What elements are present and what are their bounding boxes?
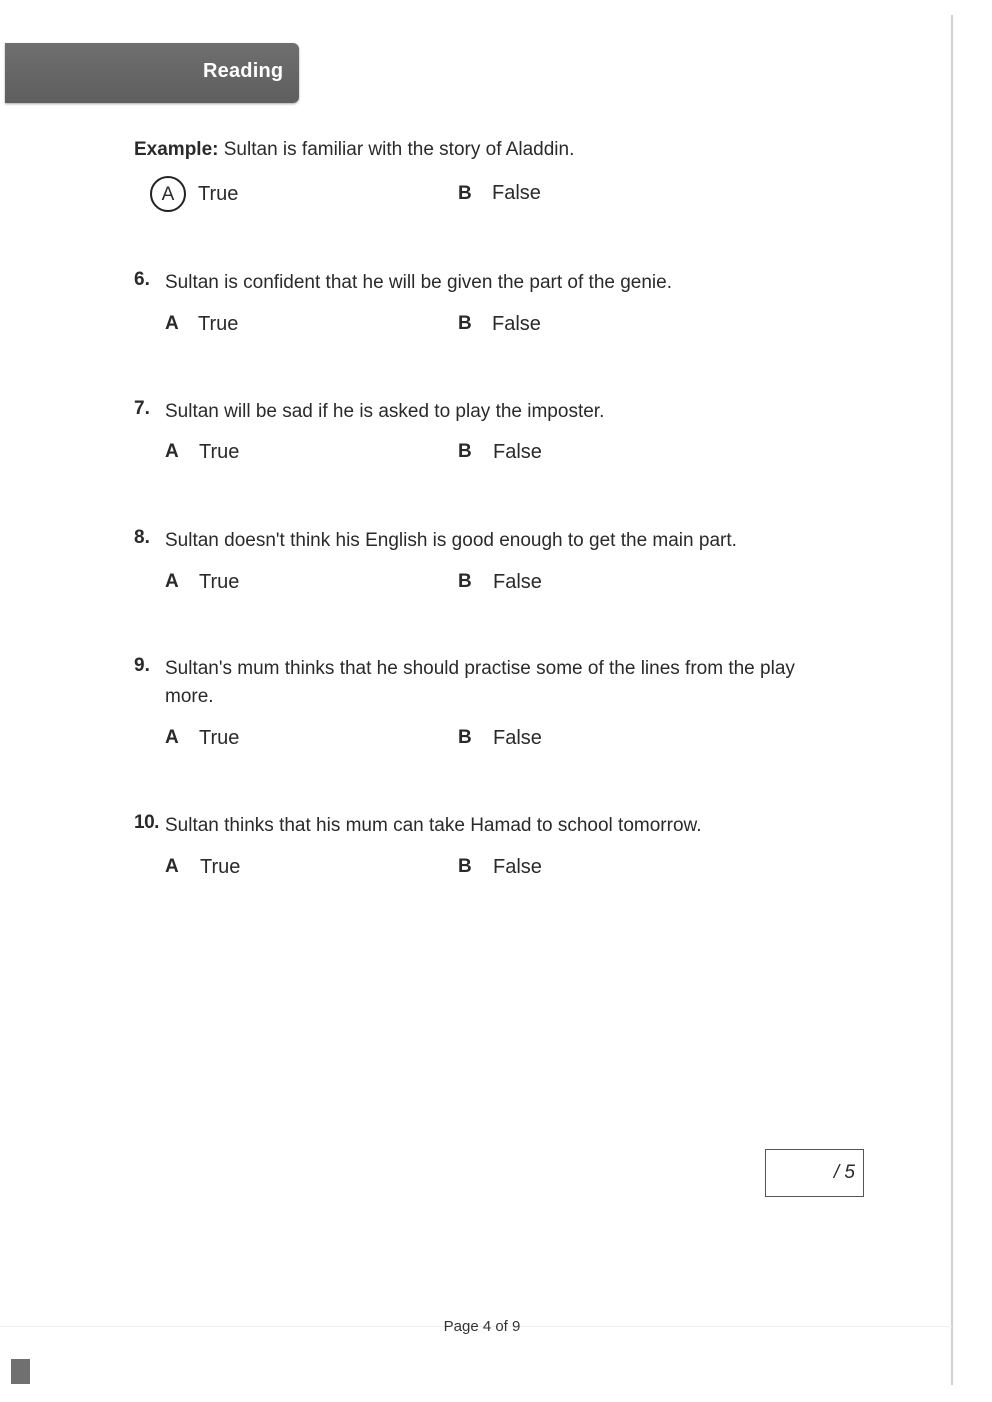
question-number: 6. [134, 269, 150, 290]
option-b-letter[interactable]: B [458, 856, 472, 877]
question-9-options [0, 727, 992, 767]
question-number: 7. [134, 398, 150, 419]
option-b-text[interactable]: False [493, 727, 542, 749]
question-number: 8. [134, 527, 150, 548]
option-b-text[interactable]: False [493, 441, 542, 463]
option-b-letter[interactable]: B [458, 571, 472, 592]
question-text: Sultan doesn't think his English is good enough to get the main part. [165, 530, 737, 551]
section-title: Reading [203, 60, 284, 82]
score-box[interactable] [765, 1149, 864, 1197]
example-options [0, 182, 992, 222]
question-number: 9. [134, 655, 150, 676]
corner-registration-mark [11, 1359, 30, 1384]
example-option-a-letter: A [161, 184, 175, 205]
option-b-letter[interactable]: B [458, 313, 472, 334]
example-option-b-letter: B [458, 183, 472, 204]
option-a-letter[interactable]: A [165, 856, 179, 877]
option-a-text[interactable]: True [200, 856, 241, 878]
option-b-text[interactable]: False [493, 856, 542, 878]
option-a-text[interactable]: True [199, 727, 240, 749]
example-option-b-text: False [492, 182, 541, 204]
option-a-letter[interactable]: A [165, 727, 179, 748]
option-a-text[interactable]: True [199, 441, 240, 463]
option-b-letter[interactable]: B [458, 441, 472, 462]
example-text: Sultan is familiar with the story of Aladdin. [218, 139, 575, 160]
option-a-letter[interactable]: A [165, 441, 179, 462]
score-total: / 5 [833, 1162, 855, 1183]
question-6-options [0, 313, 992, 353]
option-b-text[interactable]: False [493, 571, 542, 593]
option-b-text[interactable]: False [492, 313, 541, 335]
question-8-options [0, 571, 992, 611]
question-text: Sultan's mum thinks that he should practise some of the lines from the play more. [165, 658, 795, 707]
example-label: Example: [134, 139, 219, 160]
question-7-options [0, 441, 992, 481]
question-text: Sultan is confident that he will be given the part of the genie. [165, 272, 672, 293]
question-10-options [0, 856, 992, 896]
example-option-a-text: True [198, 183, 239, 205]
page-number: Page 4 of 9 [443, 1318, 521, 1335]
question-text: Sultan thinks that his mum can take Hamad to school tomorrow. [165, 815, 702, 836]
option-a-text[interactable]: True [198, 313, 239, 335]
option-a-letter[interactable]: A [165, 571, 179, 592]
option-a-text[interactable]: True [199, 571, 240, 593]
option-b-letter[interactable]: B [458, 727, 472, 748]
selected-answer-circle [150, 176, 186, 212]
question-text: Sultan will be sad if he is asked to play the imposter. [165, 401, 605, 422]
section-header [5, 43, 299, 103]
example-statement [134, 139, 574, 161]
option-a-letter[interactable]: A [165, 313, 179, 334]
question-number: 10. [134, 812, 159, 833]
